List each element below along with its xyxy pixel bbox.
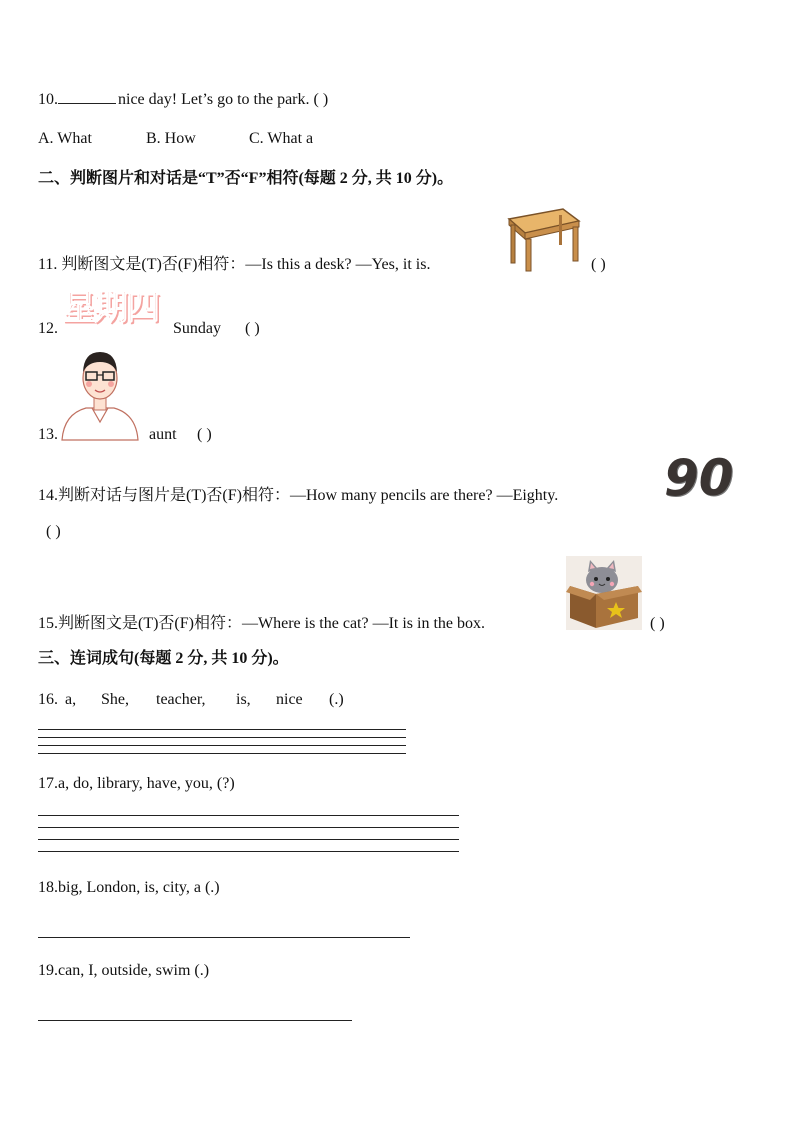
q16-word-3: teacher, [156,691,206,708]
q17-writing-line-2[interactable] [38,827,459,828]
q16-word-5: nice [276,691,303,708]
q17-text: 17.a, do, library, have, you, (?) [38,775,235,792]
q16-writing-line-2[interactable] [38,737,406,738]
q16-num: 16. [38,691,58,708]
q12-num: 12. [38,320,58,337]
q18-writing-line[interactable] [38,937,410,938]
q13-num: 13. [38,426,58,443]
q11-answer-paren[interactable]: ( ) [591,256,606,273]
option-c: C. What a [249,130,314,147]
q17-writing-line-1[interactable] [38,815,459,816]
q16-word-4: is, [236,691,251,708]
q13-answer-paren[interactable]: ( ) [197,426,212,443]
q16-writing-line-4[interactable] [38,753,406,754]
q10: 10. nice day! Let’s go to the park. ( ) [38,91,329,108]
answer-blank[interactable] [58,89,116,104]
q17-writing-line-4[interactable] [38,851,459,852]
q16-word-1: a, [65,691,77,708]
q10-options [38,131,92,147]
ninety-image: 90 [664,449,734,507]
desk-image [505,207,581,273]
q19-text: 19.can, I, outside, swim (.) [38,962,210,979]
q12-word: Sunday [173,320,221,337]
q17-writing-line-3[interactable] [38,839,459,840]
q16-writing-line-3[interactable] [38,745,406,746]
man-image [58,348,142,442]
q11-text: 11. 判断图文是(T)否(F)相符：—Is this a desk? —Yes, it is. [38,256,431,273]
q16-word-2: She, [101,691,129,708]
section-3-heading: 三、连词成句(每题 2 分, 共 10 分)。 [38,650,289,667]
q16-writing-line-1[interactable] [38,729,406,730]
thursday-image: 星期四 [62,288,158,328]
option-a: A. What [38,130,92,147]
q15-answer-paren[interactable]: ( ) [650,615,665,632]
q18-text: 18.big, London, is, city, a (.) [38,879,220,896]
section-2-heading: 二、判断图片和对话是“T”否“F”相符(每题 2 分, 共 10 分)。 [38,170,454,187]
q13-word: aunt [149,426,177,443]
option-b: B. How [146,130,196,147]
cat-in-box-image [566,556,642,630]
q14-answer-paren[interactable]: ( ) [46,523,61,540]
q14-text: 14.判断对话与图片是(T)否(F)相符：—How many pencils are there? —Eighty. [38,487,559,504]
q16-word-6: (.) [329,691,344,708]
q12-answer-paren[interactable]: ( ) [245,320,260,337]
q19-writing-line[interactable] [38,1020,352,1021]
q15-text: 15.判断图文是(T)否(F)相符：—Where is the cat? —It is in the box. [38,615,486,632]
